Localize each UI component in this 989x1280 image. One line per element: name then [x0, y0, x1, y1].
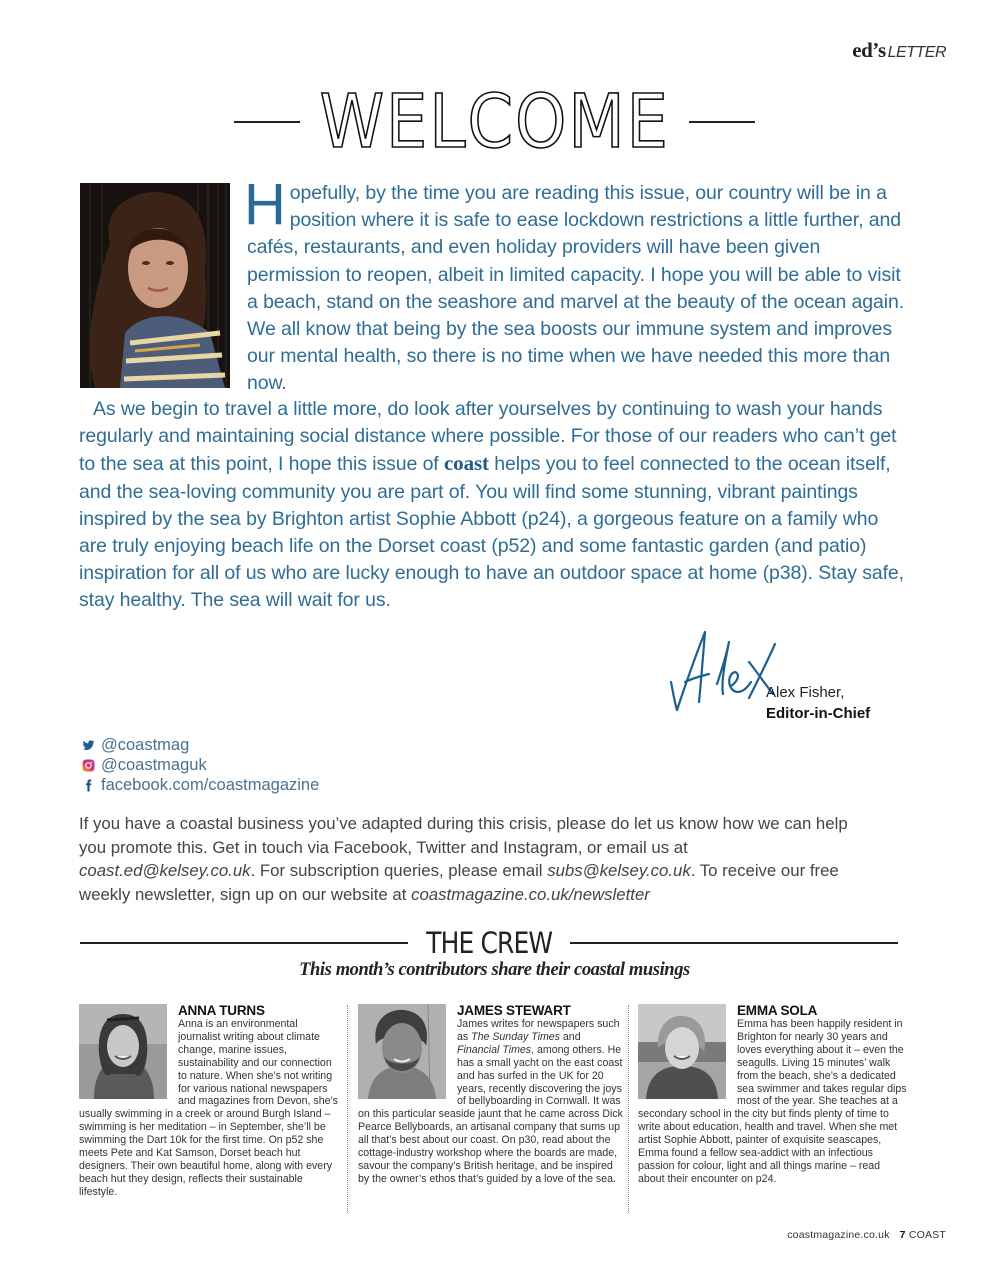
editor-photo	[80, 183, 230, 388]
title-rule-right	[689, 121, 755, 123]
instagram-icon	[82, 759, 95, 772]
bio-text: and	[559, 1030, 581, 1043]
publication-name: The Sunday Times	[471, 1030, 560, 1043]
drop-cap: H	[244, 172, 286, 237]
social-link-instagram[interactable]	[82, 755, 319, 775]
crew-title: THE CREW	[426, 926, 552, 960]
editorial-email-link[interactable]: coast.ed@kelsey.co.uk	[79, 861, 251, 880]
social-links	[82, 735, 319, 795]
contributor-james-stewart	[358, 1004, 623, 1186]
page-title: WELCOME	[319, 79, 670, 165]
publication-name: Financial Times	[457, 1043, 532, 1056]
column-divider	[347, 1005, 348, 1213]
contact-text-3: . To receive our free weekly newsletter, sign up on our website at	[79, 861, 839, 904]
twitter-handle: @coastmag	[101, 736, 190, 754]
contributor-photo-james	[358, 1004, 446, 1099]
brand-name: coast	[443, 451, 489, 476]
contributor-emma-sola	[638, 1004, 908, 1186]
editor-portrait-image	[80, 183, 230, 388]
body-text-part2: helps you to feel connected to the ocean itself, and the sea-loving community you are part of. You will find some stunning, vibrant paintings inspired by the sea by Brighton artist Sophie Abbott (p24), a gorgeous feature on a family who are truly enjoying beach life on the Dorset coast (p52) and some fantastic garden (and patio) inspiration for all of us who are lucky enough to have an outdoor space at home (p38). Stay safe, stay healthy. The sea will wait for us.	[79, 453, 904, 612]
contributor-bio: Anna is an environmental journalist writing about climate change, marine issues, sustainability and our connection to nature. When she’s not writing for various national newspapers and magazines from Devon, she’s usually swimming in a creek or around Burgh Island – swimming is her meditation – in September, she’ll be swimming the Dart 10k for the first time. On p52 she meets Pete and Kat Samson, Dorset beach hut designers. Their own beautiful home, along with every beach hut they design, reflects their sustainable lifestyle.	[79, 1018, 338, 1198]
body-paragraph	[79, 396, 909, 615]
crew-rule-left	[80, 942, 408, 944]
contributor-name: EMMA SOLA	[737, 1003, 818, 1018]
page-title-row	[0, 79, 989, 165]
contributor-bio: Emma has been happily resident in Brighton for nearly 30 years and loves everything about it – even the seagulls. Living 15 minutes’ walk from the beach, she’s a dedicated sea swimmer and takes regular dips most of the year. She teaches at a secondary school in the city but finds plenty of time to write about education, health and travel. When she met artist Sophie Abbott, painter of exquisite seascapes, Emma found a fellow sea-addict with an infectious passion for colour, light and all things marine – read about their encounter on p24.	[638, 1018, 907, 1185]
facebook-icon	[82, 779, 95, 792]
subscriptions-email-link[interactable]: subs@kelsey.co.uk	[547, 861, 691, 880]
editor-role: Editor-in-Chief	[766, 705, 871, 722]
title-rule-left	[234, 121, 300, 123]
social-link-facebook[interactable]	[82, 775, 319, 795]
twitter-icon	[82, 739, 95, 752]
footer-website: coastmagazine.co.uk	[787, 1229, 890, 1241]
newsletter-link[interactable]: coastmagazine.co.uk/newsletter	[411, 884, 650, 904]
bio-text: James writes for newspapers such as	[457, 1018, 620, 1043]
contact-paragraph	[79, 812, 859, 906]
page-number: 7	[899, 1229, 906, 1241]
contributor-photo-emma	[638, 1004, 726, 1099]
section-tag-label: LETTER	[887, 44, 946, 61]
intro-paragraph	[244, 172, 907, 398]
contributor-photo-anna	[79, 1004, 167, 1099]
social-link-twitter[interactable]	[82, 735, 319, 755]
body-text-part1: As we begin to travel a little more, do look after yourselves by continuing to wash your hands regularly and maintaining social distance where possible. For those of our readers who can’t get to the sea at this point, I hope this issue of	[79, 398, 897, 476]
instagram-handle: @coastmaguk	[101, 756, 207, 774]
column-divider	[628, 1005, 629, 1213]
magazine-name: COAST	[908, 1229, 946, 1241]
contributor-name: ANNA TURNS	[178, 1003, 265, 1018]
crew-rule-right	[570, 942, 898, 944]
crew-section-header	[80, 925, 898, 961]
contact-text-2: . For subscription queries, please email	[250, 861, 548, 880]
contributor-anna-turns	[79, 1004, 341, 1199]
page-footer	[787, 1229, 946, 1241]
crew-subtitle: This month’s contributors share their coastal musings	[299, 960, 690, 980]
section-tag	[852, 38, 946, 63]
editor-name: Alex Fisher,	[766, 684, 845, 701]
section-tag-prefix: ed’s	[852, 38, 886, 62]
contributor-name: JAMES STEWART	[457, 1003, 571, 1018]
bio-text: , among others. He has a small yacht on the east coast and has surfed in the UK for 20 years, recently discovering the joys of bellyboarding in Cornwall. It was on this particular seaside jaunt that he came across Dick Pearce Bellyboards, an artisanal company that sums up all that’s best about our coast. On p30, read about the cottage-industry workshop where the boards are made, savour the company’s British heritage, and be inspired by the owner’s ethos that’s guided by a love of the sea.	[358, 1043, 623, 1185]
facebook-url: facebook.com/coastmagazine	[101, 776, 320, 794]
intro-text: opefully, by the time you are reading this issue, our country will be in a position where it is safe to ease lockdown restrictions a little further, and cafés, restaurants, and even holiday providers will have been given permission to reopen, albeit in limited capacity. I hope you will be able to visit a beach, stand on the seashore and marvel at the beauty of the ocean again. We all know that being by the sea boosts our immune system and improves our mental health, so there is no time when we have needed this more than now.	[247, 182, 905, 395]
contact-text-1: If you have a coastal business you’ve adapted during this crisis, please do let us know how we can help you promote this. Get in touch via Facebook, Twitter and Instagram, or email us at	[79, 814, 848, 857]
